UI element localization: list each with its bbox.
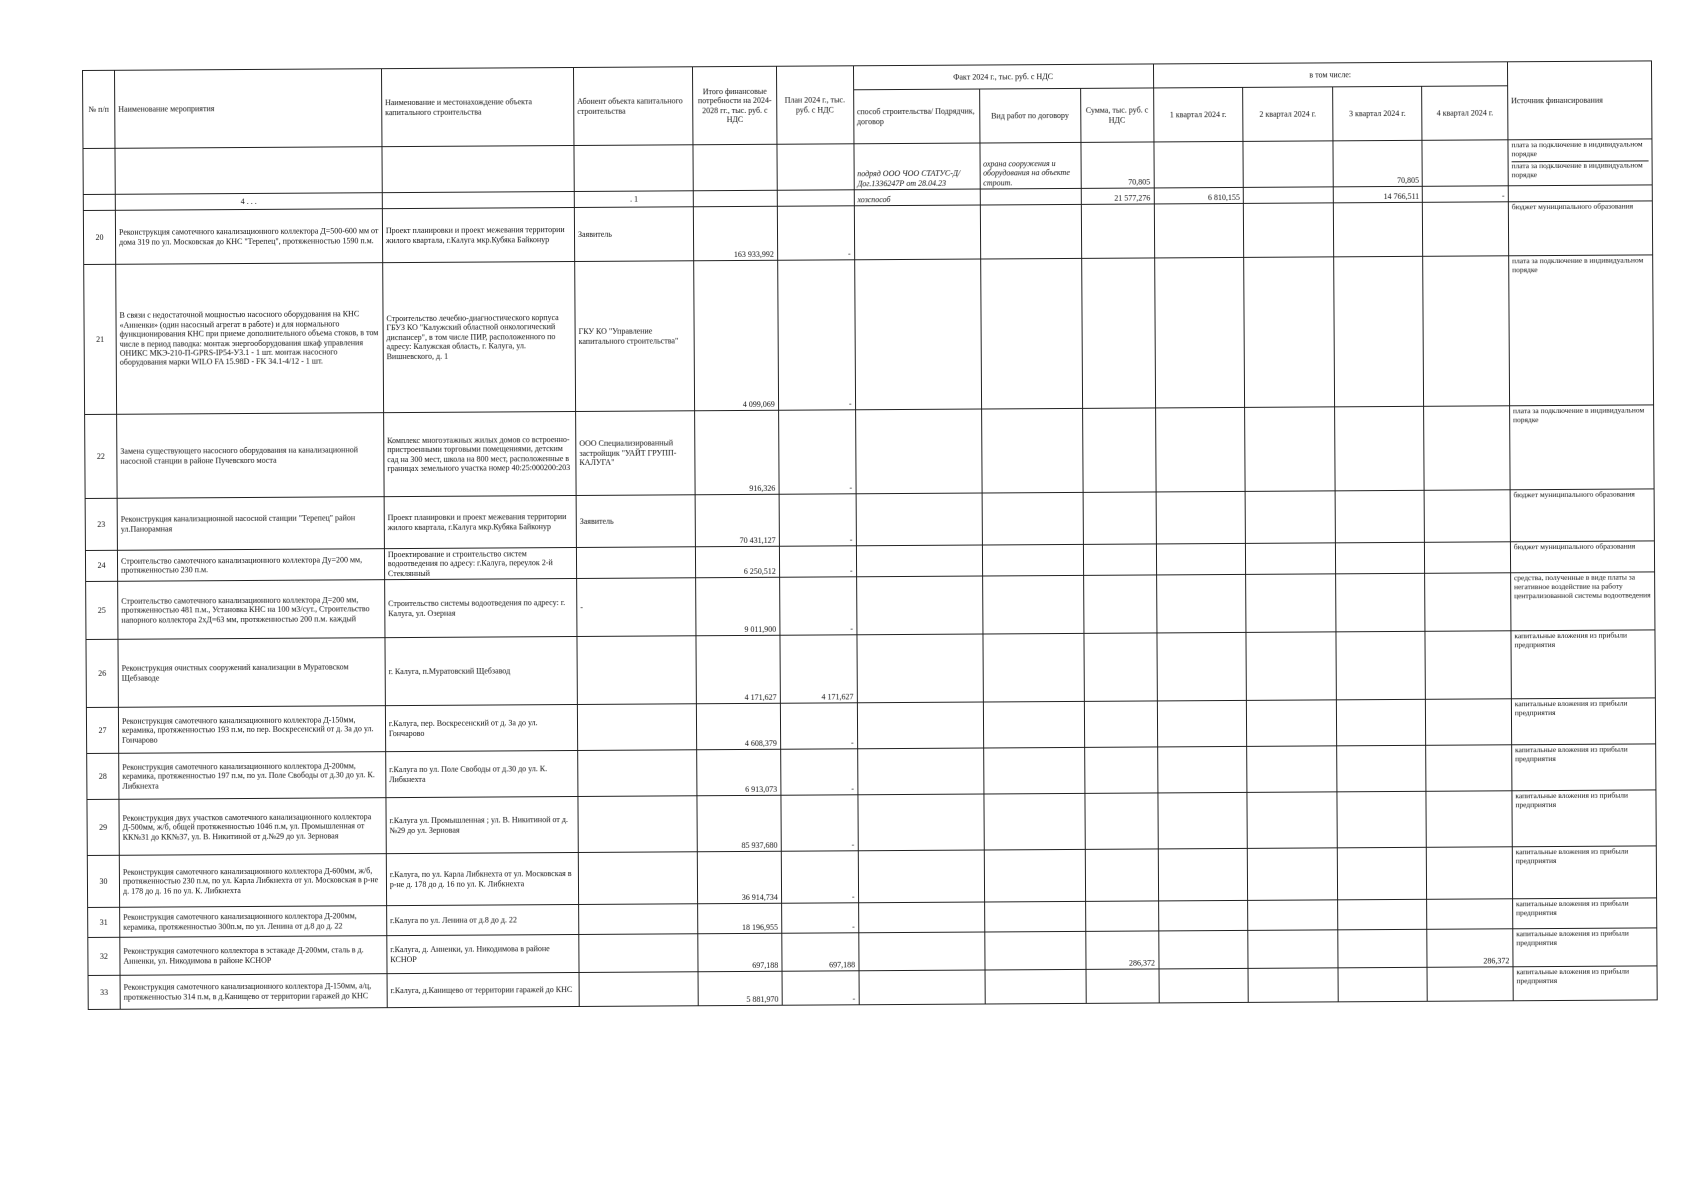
cell-event: Реконструкция очистных сооружений канализации в Муратовском Щебзаводе [118, 638, 385, 708]
cell-event: Реконструкция двух участков самотечного канализационного коллектора Д-500мм, ж/б, общей протяженностью 1046 п.м, ул. Промышленная от КК№31 до КК№37, ул. В. Никитиной от д.№29 до ул. Зерновая [119, 798, 386, 856]
cell-q3 [1336, 632, 1426, 701]
cell-sum: 286,372 [1086, 931, 1159, 969]
cell-num: 29 [87, 800, 119, 856]
cell-q2 [1245, 491, 1335, 544]
cell-worktype [984, 932, 1086, 971]
cell-plan: - [780, 703, 857, 749]
header-num: № п/п [83, 70, 115, 148]
cell-subscriber [579, 934, 699, 973]
cell-q2 [1247, 746, 1337, 793]
cell-plan: - [778, 410, 855, 494]
cell-q2 [1243, 203, 1333, 258]
cell-subscriber: ООО Специализированный застройщик "УАЙТ ГРУПП-КАЛУГА" [576, 411, 696, 496]
cell-method [854, 205, 980, 260]
table-row [84, 255, 1654, 415]
cell-sum [1082, 258, 1156, 408]
header-object: Наименование и местонахождение объекта капитального строительства [381, 67, 574, 146]
table-row [87, 790, 1656, 856]
cell-worktype [984, 902, 1086, 933]
cell-q4 [1427, 899, 1513, 930]
cell-plan: 4 171,627 [780, 635, 857, 703]
cell-q1 [1158, 901, 1248, 932]
cell-num: 28 [87, 754, 119, 800]
cell-method [856, 576, 982, 635]
table-row [86, 572, 1655, 640]
cell-object: Строительство лечебно-диагностического корпуса ГБУЗ КО "Калужский областной онкологический диспансер", в том числе ПИР, расположенного по адресу: Калужская область, г. Калуга, ул. Вишневского, д. 1 [383, 261, 576, 412]
cell-event: В связи с недостаточной мощностью насосного оборудования на КНС «Анненки» (один насосный агрегат в работе) и для нормального функционирования КНС при приеме дополнительного объема стоков, в том числе в период паводка: монтаж энергооборудования шкаф управления ОНИКС МКЭ-210-П-GPRS-IP54-У3.1 - 1 шт. монтаж насосного оборудования марки WILO FA 15.98D - FK 34.1-4/12 - 1 шт. [116, 263, 384, 415]
cell-subscriber [578, 796, 698, 853]
cell-object: г.Калуга, д.Канищево от территории гаражей до КНС [387, 973, 579, 1008]
cell-method [858, 902, 984, 933]
cell-total: 4 171,627 [696, 636, 780, 705]
table-row [85, 489, 1654, 551]
cell-object: г.Калуга ул. Промышленная ; ул. В. Никитиной от д.№29 до ул. Зерновая [386, 797, 578, 854]
cell-object: Проектирование и строительство систем водоотведения по адресу: г.Калуга, переулок 2-й Стеклянный [384, 547, 576, 579]
cell-q3 [1337, 792, 1427, 849]
cell-total: 85 937,680 [697, 796, 781, 853]
cell-sum [1083, 544, 1156, 576]
header-q3: 3 квартал 2024 г. [1332, 86, 1422, 141]
cell-method: подряд ООО ЧОО СТАТУС-Д/Дог.1336247Р от 28.04.23 [854, 143, 980, 190]
cell-q4: 286,372 [1427, 929, 1513, 968]
cell-method [857, 702, 983, 749]
cell-num: 25 [86, 582, 118, 640]
cell-source: капитальные вложения из прибыли предприятия [1512, 846, 1657, 899]
investment-table [82, 60, 1658, 1010]
cell-q1 [1154, 257, 1245, 408]
cell-q3: 70,805 [1333, 140, 1423, 187]
investment-program-sheet [82, 60, 1658, 1115]
cell-source: бюджет муниципального образования [1508, 201, 1653, 256]
table-row [87, 846, 1656, 908]
cell-num: 32 [88, 938, 120, 976]
cell-source: плата за подключение в индивидуальном порядке [1509, 405, 1654, 490]
cell-worktype: охрана сооружения и оборудования на объекте строит. [979, 142, 1081, 189]
cell-event: Реконструкция самотечного канализационного коллектора Д-600мм, ж/б, протяженностью 230 п.м, по ул. Карла Либкнехта от ул. Московская в р-не д. 178 до д. 16 по ул. К. Либкнехта [119, 854, 386, 908]
cell-method [858, 932, 984, 971]
cell-q3 [1338, 968, 1428, 1003]
cell-num: 30 [87, 856, 119, 908]
cell-num: 20 [83, 210, 115, 264]
cell-event: Реконструкция самотечного коллектора в эстакаде Д-200мм, сталь в д. Анненки, ул. Никодимова в районе КСНОР [120, 936, 387, 976]
cell-event: Замена существующего насосного оборудования на канализационной насосной станции в районе Пучевского моста [117, 413, 384, 499]
header-fact-group: Факт 2024 г., тыс. руб. с НДС [853, 64, 1153, 90]
cell-worktype [985, 970, 1087, 1005]
cell-total: 163 933,992 [694, 206, 778, 261]
cell-plan: 697,188 [782, 933, 859, 971]
cell-source: капитальные вложения из прибыли предприятия [1511, 698, 1655, 745]
cell-object: Комплекс многоэтажных жилых домов со встроенно-пристроенными торговыми помещениями, детским сад на 300 мест, школа на 800 мест, расположенные в границах земельного участка номер 40:25:000200:203 [383, 411, 576, 496]
cell-q1 [1156, 491, 1246, 544]
cell-subscriber [578, 852, 698, 905]
cell-q4 [1426, 745, 1512, 792]
cell-q1 [1154, 203, 1244, 258]
cell-plan: - [777, 260, 855, 410]
cell-source: капитальные вложения из прибыли предприятия [1511, 744, 1655, 791]
cell-method [854, 259, 981, 410]
header-plan: План 2024 г., тыс. руб. с НДС [776, 66, 853, 144]
cell-worktype [980, 204, 1082, 259]
cell-plan: - [781, 795, 858, 851]
cell-source: капитальные вложения из прибыли предприятия [1512, 898, 1656, 929]
cell-method [858, 794, 984, 851]
header-worktype: Вид работ по договору [979, 88, 1081, 143]
cell-q4 [1425, 542, 1511, 574]
cell-object: Проект планировки и проект межевания территории жилого квартала, г.Калуга мкр.Кубяка Байконур [382, 207, 574, 262]
cell-sum [1084, 633, 1157, 701]
table-row [83, 201, 1652, 265]
cell-num: 31 [88, 908, 120, 938]
cell-q4 [1424, 406, 1510, 491]
cell-plan: - [781, 851, 858, 903]
cell-q4 [1425, 631, 1511, 700]
cell-subscriber [576, 547, 696, 579]
cell-plan: - [780, 749, 857, 795]
cell-source: средства, полученные в виде платы за негативное воздействие на работу централизованной системы водоотведения [1510, 572, 1655, 631]
cell-source: плата за подключение в индивидуальном порядке [1508, 255, 1653, 406]
cell-q3 [1336, 700, 1426, 747]
cell-plan: - [777, 206, 854, 260]
cell-plan: - [779, 577, 856, 635]
cell-event: Реконструкция самотечного канализационного коллектора Д-150мм, керамика, протяженностью 193 п.м, по пер. Воскресенский от д. 3а до ул. Гончарово [118, 706, 385, 754]
cell-q3 [1337, 848, 1427, 901]
cell-q3: 14 766,511 [1333, 186, 1423, 203]
cell-source-pair: плата за подключение в индивидуальном порядке плата за подключение в индивидуальном порядке [1508, 139, 1652, 186]
cell-event: 4 . . . [115, 193, 382, 211]
cell-q3 [1338, 930, 1428, 969]
cell-q1 [1156, 633, 1246, 702]
cell-total: 6 250,512 [696, 546, 779, 578]
cell-method [858, 850, 984, 903]
cell-method [857, 634, 983, 703]
cell-q3 [1336, 746, 1426, 793]
cell-event: Строительство самотечного канализационного коллектора Д=200 мм, протяженностью 481 п.м., Установка КНС на 100 м3/сут., Строительство напорного коллектора 2хД=63 мм, протяженностью 200 п.м. каждый [118, 580, 385, 640]
cell-q3 [1333, 256, 1424, 407]
cell-event: Реконструкция самотечного канализационного коллектора Д-200мм, керамика, протяженностью 300п.м, по ул. Ленина от д.8 до д. 22 [120, 906, 387, 938]
cell-total: 5 881,970 [699, 972, 782, 1007]
cell-q1 [1155, 407, 1245, 492]
cell-q1 [1156, 543, 1246, 575]
cell-q2 [1248, 900, 1338, 931]
cell-q3 [1335, 574, 1425, 633]
cell-total: 6 913,073 [697, 750, 781, 797]
cell-q1 [1157, 793, 1247, 850]
cell-total: 70 431,127 [696, 494, 780, 547]
cell-q2 [1247, 848, 1337, 901]
cell-sum [1085, 747, 1158, 793]
cell-plan: - [781, 903, 858, 933]
cell-worktype [983, 748, 1085, 795]
cell-q2 [1246, 543, 1336, 575]
cell-total: 18 196,955 [698, 904, 781, 935]
cell-sum: 21 577,276 [1081, 188, 1154, 204]
cell-total: 36 914,734 [698, 852, 782, 905]
cell-subscriber [579, 972, 699, 1007]
cell-subscriber: ГКУ КО "Управление капитального строительства" [575, 261, 695, 412]
cell-event: Реконструкция канализационной насосной станции "Терепец" район ул.Панорамная [117, 497, 384, 551]
cell-num: 27 [86, 708, 118, 754]
cell-object: г.Калуга по ул. Ленина от д.8 до д. 22 [386, 905, 578, 936]
cell-q4 [1423, 256, 1509, 407]
cell-source: бюджет муниципального образования [1510, 489, 1655, 542]
cell-worktype [984, 850, 1086, 903]
table-row [85, 405, 1654, 499]
cell-q4: - [1423, 186, 1508, 203]
cell-worktype [982, 576, 1084, 635]
cell-method [859, 970, 985, 1005]
cell-q4 [1427, 967, 1513, 1002]
table-row [86, 630, 1655, 708]
cell-q2 [1248, 930, 1338, 969]
cell-worktype [980, 258, 1082, 409]
cell-object: Строительство системы водоотведения по адресу: г. Калуга, ул. Озерная [384, 579, 576, 638]
cell-sum [1084, 701, 1157, 747]
cell-plan: - [782, 971, 859, 1005]
cell-object: г.Калуга по ул. Поле Свободы от д.30 до ул. К. Либкнехта [386, 751, 578, 798]
cell-subscriber [578, 750, 698, 797]
cell-q3 [1333, 202, 1423, 257]
cell-q2 [1247, 792, 1337, 849]
cell-worktype [982, 544, 1084, 576]
cell-q4 [1426, 791, 1512, 848]
header-quarter-group: в том числе: [1153, 62, 1507, 88]
cell-q4 [1426, 699, 1512, 746]
cell-object: г.Калуга, д. Анненки, ул. Никодимова в районе КСНОР [387, 935, 579, 974]
cell-sum [1086, 901, 1159, 931]
header-source: Источник финансирования [1507, 61, 1652, 140]
cell-total: 4 608,379 [697, 704, 781, 751]
cell-worktype [982, 492, 1084, 545]
cell-q4 [1423, 202, 1509, 257]
cell-q1 [1156, 575, 1246, 634]
cell-source: капитальные вложения из прибыли предприятия [1511, 630, 1656, 699]
cell-event: Строительство самотечного канализационного коллектора Ду=200 мм, протяженностью 230 п.м. [117, 549, 384, 582]
header-method: способ строительства/ Подрядчик, договор [853, 89, 979, 144]
header-q1: 1 квартал 2024 г. [1153, 87, 1243, 142]
cell-q2 [1247, 700, 1337, 747]
cell-num: 21 [84, 264, 117, 414]
cell-object: г. Калуга, п.Муратовский Щебзавод [385, 637, 578, 706]
cell-q2 [1244, 257, 1335, 408]
cell-q2 [1246, 632, 1336, 701]
cell-event: Реконструкция самотечного канализационного коллектора Д-150мм, а/ц, протяженностью 314 п.м, в д.Канищево от территории гаражей до КНС [120, 974, 387, 1010]
cell-total: 697,188 [698, 934, 781, 973]
cell-q2 [1246, 574, 1336, 633]
cell-q1 [1158, 931, 1248, 970]
cell-event: Реконструкция самотечного канализационного коллектора Д=500-600 мм от дома 319 по ул. Московская до КНС "Терепец", протяженностью 1590 п.м. [115, 209, 382, 265]
cell-subscriber: Заявитель [574, 207, 694, 262]
cell-method: хозспособ [854, 189, 980, 206]
cell-method [856, 493, 982, 546]
cell-plan: - [779, 494, 856, 546]
header-subscriber: Абонент объекта капитального строительства [573, 67, 693, 146]
cell-method [856, 545, 982, 577]
cell-source: капитальные вложения из прибыли предприятия [1513, 966, 1657, 1001]
cell-sum [1085, 849, 1158, 901]
cell-source: бюджет муниципального образования [1510, 541, 1654, 573]
cell-num: 22 [85, 414, 118, 498]
cell-subscriber [577, 704, 697, 751]
cell-q3 [1335, 542, 1425, 574]
cell-q1: 6 810,155 [1154, 187, 1244, 204]
cell-q3 [1334, 406, 1424, 491]
cell-num: 26 [86, 640, 118, 708]
cell-worktype [982, 634, 1084, 703]
cell-subscriber [579, 904, 699, 935]
cell-event: Реконструкция самотечного канализационного коллектора Д-200мм, керамика, протяженностью 197 п.м, по ул. Поле Свободы от д.30 до ул. К. Либкнехта [119, 752, 386, 800]
cell-q2 [1248, 968, 1338, 1003]
cell-num: 23 [85, 498, 117, 550]
header-q2: 2 квартал 2024 г. [1243, 87, 1333, 142]
cell-subscriber: . 1 [574, 191, 694, 208]
header-q4: 4 квартал 2024 г. [1422, 86, 1508, 141]
cell-object: Проект планировки и проект межевания территории жилого квартала, г.Калуга мкр.Кубяка Байконур [384, 495, 576, 548]
cell-q4 [1425, 573, 1511, 632]
header-total: Итого финансовые потребности на 2024-2028 гг., тыс. руб. с НДС [693, 66, 777, 145]
cell-subscriber: - [577, 578, 697, 637]
cell-sum [1086, 969, 1159, 1003]
cell-sum [1085, 793, 1158, 849]
cell-q1 [1158, 849, 1248, 902]
cell-num: 33 [88, 976, 120, 1010]
cell-q1 [1157, 747, 1247, 794]
cell-sum [1083, 492, 1156, 544]
header-event: Наименование мероприятия [115, 69, 382, 149]
cell-object: г.Калуга, по ул. Карла Либкнехта от ул. Московская в р-не д. 178 до д. 16 по ул. К. Либкнехта [386, 853, 578, 906]
cell-worktype [983, 794, 1085, 851]
cell-q4 [1425, 490, 1511, 543]
cell-worktype [981, 408, 1083, 493]
cell-method [857, 748, 983, 795]
cell-source: капитальные вложения из прибыли предприятия [1513, 928, 1657, 967]
cell-num: 24 [85, 550, 117, 582]
cell-q3 [1335, 490, 1425, 543]
cell-subscriber [577, 636, 697, 705]
header-sum: Сумма, тыс. руб. с НДС [1081, 88, 1154, 142]
cell-q1 [1159, 969, 1249, 1004]
cell-sum [1082, 408, 1155, 492]
cell-total: 916,326 [695, 410, 779, 495]
cell-method [855, 409, 981, 494]
cell-worktype [983, 702, 1085, 749]
cell-total: 9 011,900 [696, 578, 780, 637]
cell-sum [1081, 204, 1154, 258]
cell-plan: - [779, 546, 856, 578]
cell-object: г.Калуга, пер. Воскресенский от д. 3а до ул. Гончарово [385, 705, 577, 752]
cell-q4 [1427, 847, 1513, 900]
cell-total: 4 099,069 [694, 260, 778, 411]
cell-q2 [1245, 407, 1335, 492]
cell-sum [1084, 575, 1157, 633]
cell-q3 [1337, 900, 1427, 931]
cell-source: капитальные вложения из прибыли предприятия [1512, 790, 1657, 847]
cell-sum: 70,805 [1081, 142, 1154, 188]
cell-subscriber: Заявитель [576, 495, 696, 548]
cell-q1 [1157, 701, 1247, 748]
